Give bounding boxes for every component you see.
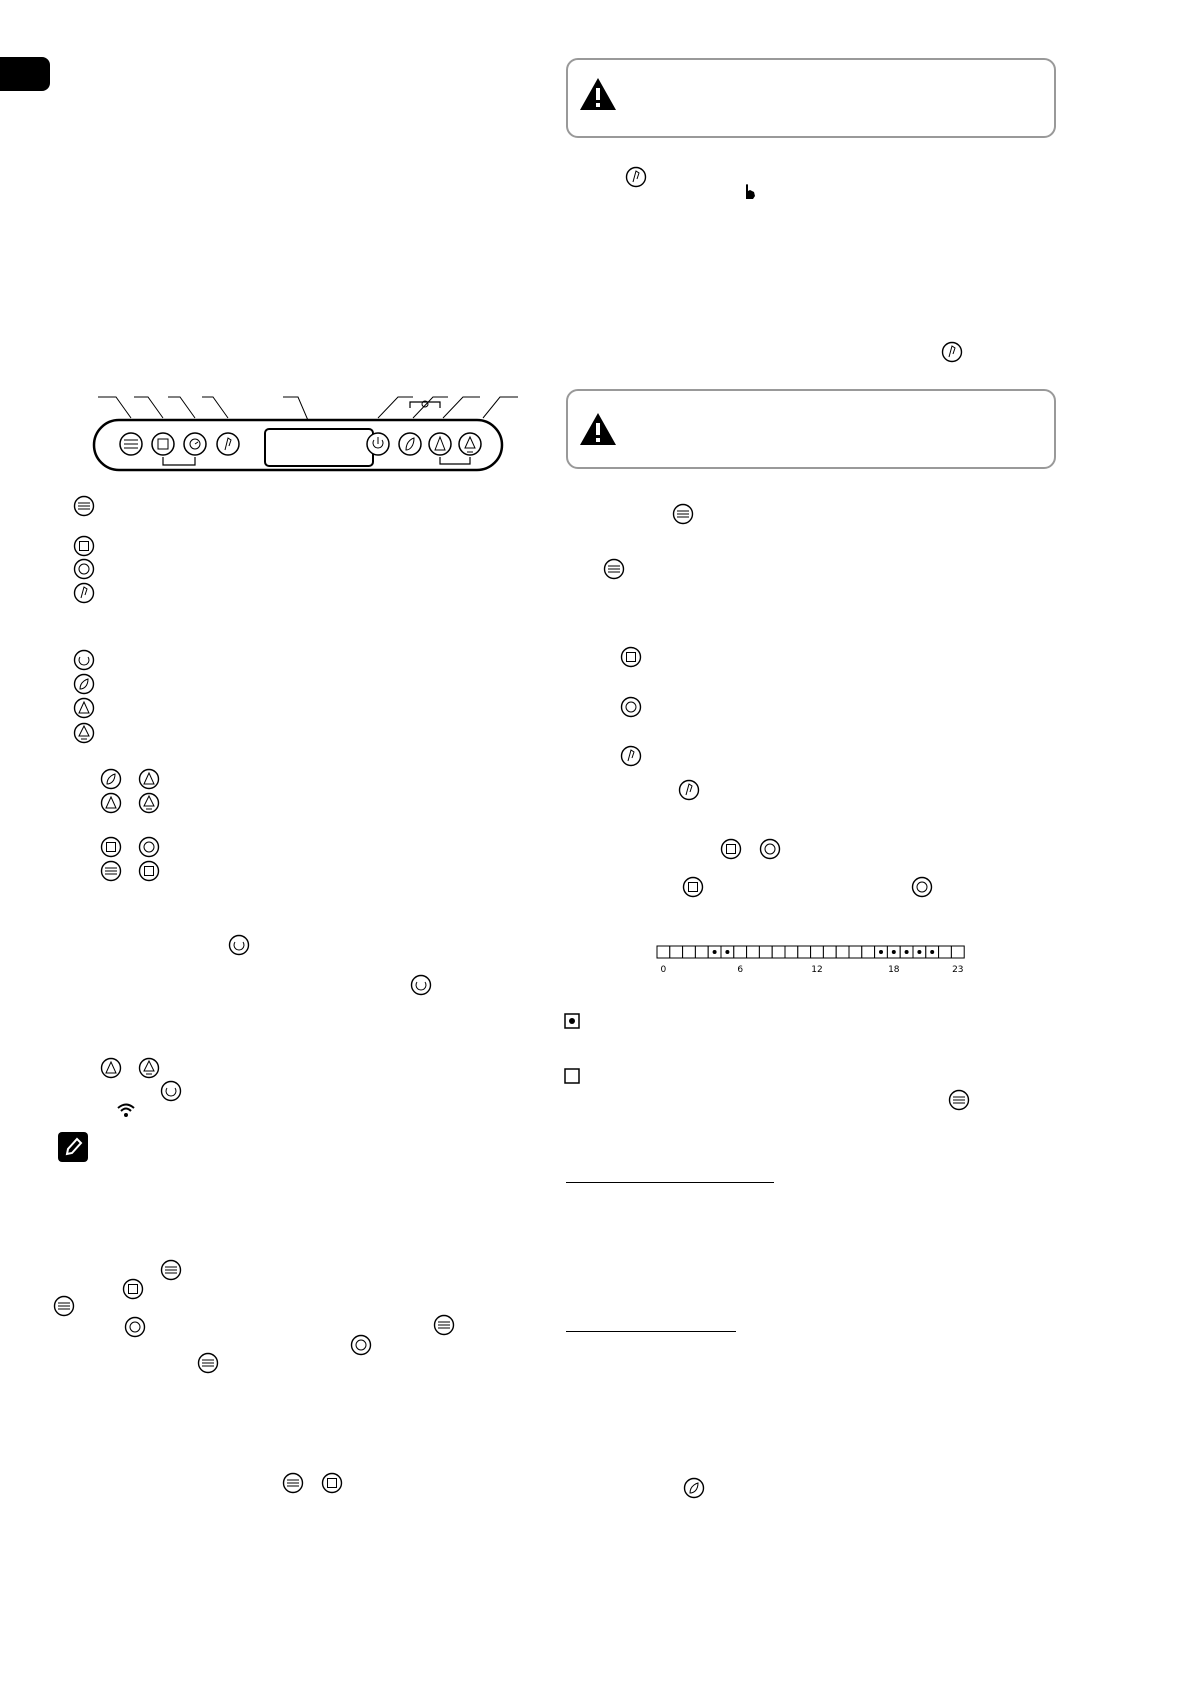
schedule-cell [657, 946, 670, 958]
schedule-cell [951, 946, 964, 958]
sliders-icon [160, 1259, 182, 1281]
filter-square-icon [620, 646, 642, 668]
clock-icon [759, 838, 781, 860]
leaf-icon [73, 673, 95, 695]
bell-fan-icon [73, 697, 95, 719]
clock-icon [350, 1334, 372, 1356]
clock-icon [124, 1316, 146, 1338]
schedule-grid [654, 944, 966, 976]
bell-fan-plus-icon [138, 1057, 160, 1079]
schedule-cell [849, 946, 862, 958]
bell-fan-icon [100, 1057, 122, 1079]
wifi-icon [116, 1102, 136, 1118]
hand-icon [620, 745, 642, 767]
bell-fan-icon [100, 792, 122, 814]
schedule-active-dot [930, 950, 934, 954]
leaf-icon [683, 1477, 705, 1499]
clock-icon [73, 558, 95, 580]
schedule-active-dot [905, 950, 909, 954]
sliders-icon [603, 558, 625, 580]
schedule-cell [759, 946, 772, 958]
power-icon [410, 974, 432, 996]
schedule-cell [683, 946, 696, 958]
filter-square-icon [321, 1472, 343, 1494]
schedule-cell [823, 946, 836, 958]
schedule-tick-label: 23 [952, 965, 964, 975]
schedule-tick-label: 6 [737, 965, 744, 975]
schedule-cell [862, 946, 875, 958]
schedule-cell [734, 946, 747, 958]
schedule-tick-label: 12 [811, 965, 823, 975]
schedule-cell [747, 946, 760, 958]
sliders-icon [100, 860, 122, 882]
schedule-active-dot [892, 950, 896, 954]
warning-box [566, 58, 1056, 138]
leaf-icon [100, 768, 122, 790]
clock-icon [911, 876, 933, 898]
schedule-cell [670, 946, 683, 958]
sliders-icon [433, 1314, 455, 1336]
hand-pointer-icon [741, 182, 757, 200]
bell-fan-plus-icon [73, 722, 95, 744]
schedule-cell [695, 946, 708, 958]
sliders-icon [53, 1295, 75, 1317]
schedule-active-dot [917, 950, 921, 954]
power-icon [73, 649, 95, 671]
hand-icon [73, 582, 95, 604]
sliders-icon [197, 1352, 219, 1374]
bell-fan-plus-icon [138, 792, 160, 814]
schedule-cell [772, 946, 785, 958]
filter-square-icon [73, 535, 95, 557]
power-icon [160, 1080, 182, 1102]
filter-square-icon [122, 1278, 144, 1300]
warning-box [566, 389, 1056, 469]
hand-icon [625, 166, 647, 188]
schedule-cell [939, 946, 952, 958]
schedule-cell [836, 946, 849, 958]
schedule-active-dot [713, 950, 717, 954]
sliders-icon [73, 495, 95, 517]
section-heading-underline [566, 1182, 774, 1183]
filter-square-icon [138, 860, 160, 882]
filter-square-icon [720, 838, 742, 860]
sliders-icon [672, 503, 694, 525]
clock-icon [138, 836, 160, 858]
sliders-icon [282, 1472, 304, 1494]
schedule-tick-label: 0 [660, 965, 667, 975]
clock-icon [620, 696, 642, 718]
language-tab-marker [0, 57, 50, 91]
section-heading-underline [566, 1331, 736, 1332]
schedule-active-dot [879, 950, 883, 954]
filter-square-icon [682, 876, 704, 898]
hand-icon [678, 779, 700, 801]
schedule-cell [798, 946, 811, 958]
bell-fan-icon [138, 768, 160, 790]
pencil-icon [58, 1132, 88, 1162]
power-icon [228, 934, 250, 956]
schedule-active-dot [725, 950, 729, 954]
sliders-icon [948, 1089, 970, 1111]
warning-icon [578, 76, 618, 112]
checked-square-icon [564, 1013, 580, 1029]
empty-square-icon [564, 1068, 580, 1084]
schedule-tick-label: 18 [888, 965, 900, 975]
schedule-cell [785, 946, 798, 958]
filter-square-icon [100, 836, 122, 858]
warning-icon [578, 411, 618, 447]
schedule-cell [811, 946, 824, 958]
hand-icon [941, 341, 963, 363]
control-panel-diagram [88, 360, 508, 480]
